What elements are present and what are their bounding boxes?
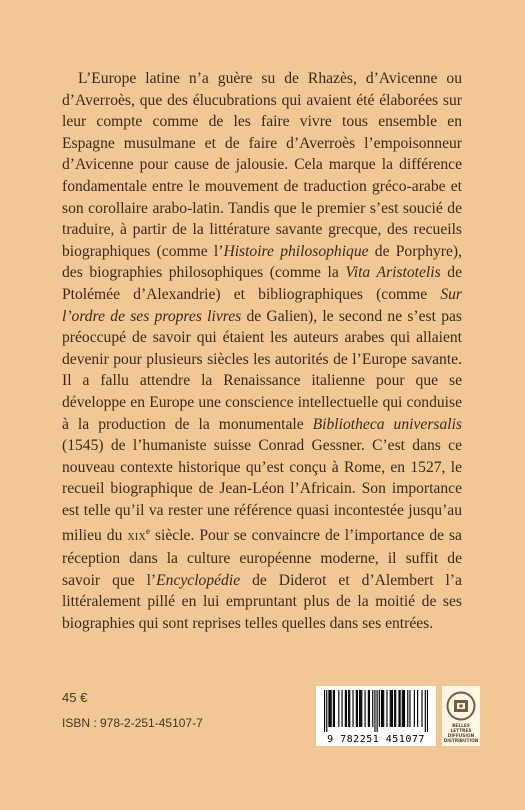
- barcode-bar: [326, 690, 327, 732]
- blurb-text: (1545) de l’humaniste suisse Conrad Gessner. C’est dans ce nouveau contexte historique qu’est conçu à Rome, en 1527, le recueil biographique de Jean-Léon l’Africain. Son importance est telle qu’il va rester une référence quasi incontestée jusqu’au milieu du: [62, 437, 462, 545]
- barcode-bar: [386, 690, 387, 727]
- blurb-title-encyclopedie: Encyclopédie: [156, 571, 241, 589]
- barcode-bar: [359, 690, 360, 727]
- barcode-bar: [417, 690, 418, 727]
- logo-line: BELLES LETTRES: [450, 724, 472, 734]
- barcode-bar: [394, 690, 395, 727]
- blurb-text: L’Europe latine n’a guère su de Rhazès, d’Avicenne ou d’Averroès, que des élucubrations qui avaient été élaborées sur leur compte comme de les faire vivre tous ensemble en Espagne musulmane et de faire d’Averroès l’empoisonneur d’Avicenne pour cause de jalousie. Cela marque la différence fondamentale entre le mouvement de traduction gréco-arabe et son corollaire arabo-latin. Tandis que le premier s’est soucié de traduire, à partir de la littérature savante grecque, des recueils biographiques (comme l’: [62, 70, 462, 260]
- blurb-text: de Porphyre), des biographies philosophiques (comme la: [62, 242, 463, 282]
- barcode-bar: [342, 690, 343, 727]
- blurb-title-vita-aristotelis: Vita Aristotelis: [345, 264, 441, 282]
- barcode-bar: [390, 690, 391, 727]
- distributor-logo-text: [442, 724, 480, 744]
- logo-line: DIFFUSION: [447, 734, 475, 739]
- barcode-bar: [382, 690, 383, 727]
- barcode-bar: [349, 690, 350, 727]
- barcode: [316, 686, 436, 746]
- barcode-digits: 9 782251 451077: [327, 734, 425, 745]
- barcode-bar: [402, 690, 403, 727]
- barcode-bar: [425, 690, 426, 732]
- barcode-bar: [333, 690, 334, 727]
- barcode-bar: [356, 690, 357, 727]
- barcode-bar: [409, 690, 410, 727]
- barcode-bar: [348, 690, 349, 727]
- blurb-text: de Galien), le second ne s’est pas préoccupé de savoir qui étaient les auteurs arabes qui allaient devenir pour plusieurs siècles les autorités de l’Europe savante. Il a fallu attendre la Renaissance italienne pour que se développe en Europe une conscience intellectuelle qui conduise à la production de la monumentale: [62, 307, 462, 433]
- barcode-bar: [383, 690, 384, 727]
- barcode-bar: [374, 690, 375, 732]
- barcode-bar: [329, 690, 330, 727]
- barcode-bar: [369, 690, 370, 727]
- blurb-text: de Ptolémée d’Alexandrie) et bibliographiques (comme: [62, 264, 463, 303]
- barcode-bar: [361, 690, 362, 727]
- barcode-bar: [398, 690, 399, 727]
- barcode-bar: [357, 690, 358, 727]
- barcode-bars: [324, 690, 428, 732]
- barcode-bar: [334, 690, 335, 727]
- barcode-bar: [403, 690, 404, 727]
- blurb-text: de Diderot et d’Alembert l’a littéralement pillé en lui empruntant plus de la moitié de ses biographies qui sont reprises telles quelles dans ses entrées.: [62, 571, 462, 633]
- barcode-bar: [379, 690, 380, 727]
- distributor-emblem-icon: [446, 691, 476, 721]
- barcode-bar: [407, 690, 408, 727]
- blurb-title-bibliotheca: Bibliotheca universalis: [312, 415, 462, 433]
- barcode-bar: [338, 690, 339, 727]
- barcode-bar: [421, 690, 422, 727]
- barcode-bar: [331, 690, 332, 727]
- back-cover-blurb: [62, 68, 462, 635]
- barcode-bar: [377, 690, 378, 732]
- blurb-title-histoire-philosophique: Histoire philosophique: [223, 242, 369, 260]
- isbn-label: ISBN : 978-2-251-45107-7: [62, 716, 203, 730]
- barcode-bar: [352, 690, 353, 727]
- distributor-logo: [442, 686, 480, 746]
- blurb-text: siècle. Pour se convaincre de l’importance de sa réception dans la culture européenne moderne, il suffit de savoir que l’: [62, 527, 462, 589]
- century-superscript: e: [146, 526, 151, 537]
- barcode-bar: [360, 690, 361, 727]
- barcode-bar: [404, 690, 405, 727]
- barcode-bar: [414, 690, 415, 727]
- barcode-bar: [345, 690, 346, 727]
- barcode-bar: [324, 690, 325, 732]
- barcode-bar: [372, 690, 373, 727]
- barcode-bar: [381, 690, 382, 727]
- barcode-bar: [392, 690, 393, 727]
- century-numeral: xix: [127, 528, 147, 545]
- logo-line: DISTRIBUTION: [443, 739, 479, 744]
- barcode-bar: [346, 690, 347, 727]
- barcode-bar: [391, 690, 392, 727]
- barcode-bar: [400, 690, 401, 727]
- barcode-bar: [365, 690, 366, 727]
- barcode-bar: [427, 690, 428, 732]
- blurb-title-ordre-livres: Sur l’ordre de ses propres livres: [62, 285, 462, 325]
- price-label: 45 €: [62, 690, 88, 705]
- barcode-bar: [368, 690, 369, 727]
- barcode-bar: [395, 690, 396, 727]
- barcode-bar: [328, 690, 329, 727]
